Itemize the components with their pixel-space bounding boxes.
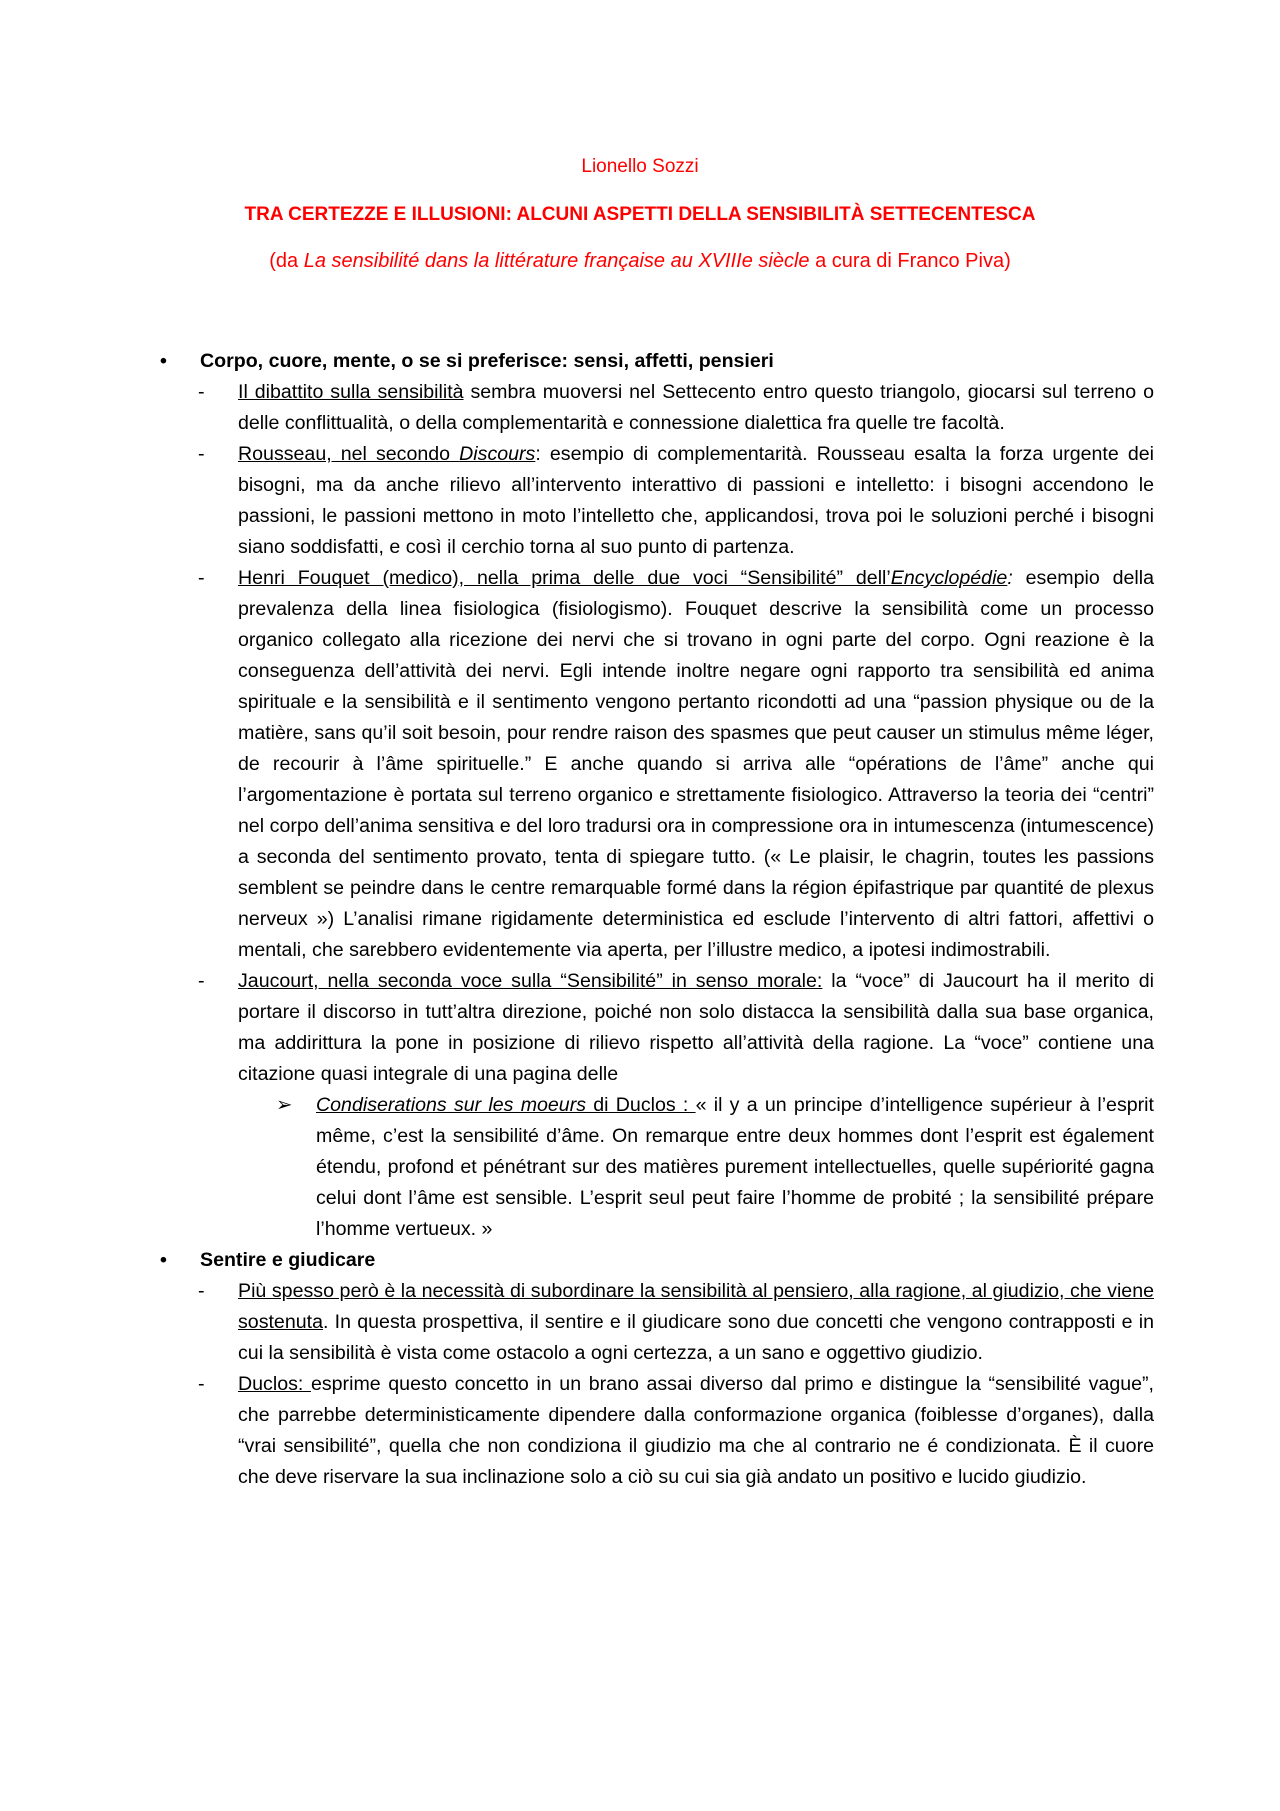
item-topic (238, 443, 535, 465)
item-text: esempio della prevalenza della linea fisiologica (fisiologismo). Fouquet descrive la sensibilità come un processo organico collegato alla ricezione dei nervi che si trovano in ogni parte del corpo. Ogni reazione è la conseguenza dell’attività dei nervi. Egli intende inoltre negare ogni rapporto tra sensibilità ed anima spirituale e la sensibilità e il sentimento vengono pertanto ricondotti ad una “passion physique ou de la matière, sans qu’il soit besoin, pour rendre raison des spasmes que peut causer un stimulus même léger, de recourir à l’âme spirituelle.” E anche quando si arriva alle “opérations de l’âme” anche qui l’argomentazione è portata sul terreno organico e strettamente fisiologico. Attraverso la teoria dei “centri” nel corpo dell’anima sensitiva e del loro tradursi ora in compressione ora in intumescenza (intumescence) a seconda del sentimento provato, tenta di spiegare tutto. (« Le plaisir, le chagrin, toutes les passions semblent se peindre dans le centre remarquable formé dans la région épifastrique par quantité de plexus nerveux ») L’analisi rimane rigidamente deterministica ed esclude l’intervento di altri fattori, affettivi o mentali, che sarebbero evidentemente via aperta, per l’illustre medico, a ipotesi indimostrabili. (238, 567, 1154, 961)
source-suffix: a cura di Franco Piva) (809, 250, 1011, 272)
item-text: : esempio di complementarità. Rousseau esalta la forza urgente dei bisogni, ma da anche rilievo all’intervento interattivo di passioni e intelletto: i bisogni accendono le passioni, le passioni mettono in moto l’intelletto che, applicandosi, trova poi le soluzioni perché i bisogni siano soddisfatti, e così il cerchio torna al suo punto di partenza. (238, 443, 1154, 558)
item-text: sembra muoversi nel Settecento entro questo triangolo, giocarsi sul terreno o delle conflittualità, o della complementarità e connessione dialettica fra quelle tre facoltà. (238, 381, 1155, 434)
document-title: TRA CERTEZZE E ILLUSIONI: ALCUNI ASPETTI DELLA SENSIBILITÀ SETTECENTESCA (244, 204, 1036, 225)
item-topic-italic: Encyclopédie (890, 567, 1008, 589)
dash-marker: - (198, 381, 205, 403)
list-item (160, 1276, 1154, 1369)
item-topic: Più spesso però è la necessità di subordinare la sensibilità al pensiero, alla ragione, al giudizio, che viene sostenuta (238, 1280, 1154, 1333)
item-topic: Il dibattito sulla sensibilità (238, 381, 464, 403)
sub-item-text: « il y a un principe d’intelligence supérieur à l’esprit même, c’est la sensibilité d’âme. On remarque entre deux hommes dont l’esprit est également étendu, profond et pénétrant sur des matières purement intellectuelles, quelle supériorité gagna celui dont l’âme est sensible. L’esprit seul peut faire l’homme de probité ; la sensibilité prépare l’homme vertueux. » (316, 1094, 1154, 1240)
sub-item-topic-plain: di Duclos : (586, 1094, 696, 1116)
item-topic-plain: Henri Fouquet (medico), nella prima delle due voci “Sensibilité” dell’ (238, 567, 891, 589)
sub-item-topic (316, 1094, 696, 1116)
item-text: la “voce” di Jaucourt ha il merito di portare il discorso in tutt’altra direzione, poiché non solo distacca la sensibilità dalla sua base organica, ma addirittura la pone in posizione di rilievo rispetto all’attività della ragione. La “voce” contiene una citazione quasi integrale di una pagina delle (238, 970, 1154, 1085)
section-heading-1 (160, 346, 1154, 377)
list-item (160, 1369, 1154, 1493)
dash-marker: - (198, 1373, 205, 1395)
section-heading-text: Corpo, cuore, mente, o se si preferisce: sensi, affetti, pensieri (200, 350, 774, 372)
item-topic-plain: Rousseau, nel secondo (238, 443, 460, 465)
dash-marker: - (198, 970, 205, 992)
item-topic (238, 567, 1007, 589)
source-book-title: La sensibilité dans la littérature française au XVIIIe siècle (303, 250, 810, 272)
section-heading-text: Sentire e giudicare (200, 1249, 376, 1271)
item-text: esprime questo concetto in un brano assai diverso dal primo e distingue la “sensibilité vague”, che parrebbe deterministicamente dipendere dalla conformazione organica (foiblesse d’organes), dalla “vrai sensibilité”, quella che non condiziona il giudizio ma che al contrario ne é condizionata. È il cuore che deve riservare la sua inclinazione solo a ciò su cui sia già andato un positivo e lucido giudizio. (238, 1373, 1155, 1488)
author-name: Lionello Sozzi (581, 156, 699, 177)
item-topic: Duclos: (238, 1373, 311, 1395)
sub-list-item (160, 1090, 1154, 1245)
item-colon: : (1007, 567, 1013, 589)
dash-marker: - (198, 1280, 205, 1302)
list-item (160, 966, 1154, 1090)
list-item (160, 439, 1154, 563)
section-heading-2 (160, 1245, 1154, 1276)
sub-item-topic-italic: Condiserations sur les moeurs (316, 1094, 587, 1116)
list-item (160, 377, 1154, 439)
item-text: . In questa prospettiva, il sentire e il giudicare sono due concetti che vengono contrapposti e in cui la sensibilità è vista come ostacolo a ogni certezza, a un sano e oggettivo giudizio. (238, 1311, 1154, 1364)
item-topic: Jaucourt, nella seconda voce sulla “Sensibilité” in senso morale: (238, 970, 823, 992)
bullet-icon: • (160, 350, 167, 372)
source-prefix: (da (269, 250, 304, 272)
list-item (160, 563, 1154, 966)
arrow-bullet-icon: ➢ (276, 1094, 293, 1116)
dash-marker: - (198, 567, 205, 589)
source-line (0, 250, 1280, 273)
item-topic-italic: Discours (459, 443, 536, 465)
document-body (160, 346, 1154, 1493)
dash-marker: - (198, 443, 205, 465)
bullet-icon: • (160, 1249, 167, 1271)
